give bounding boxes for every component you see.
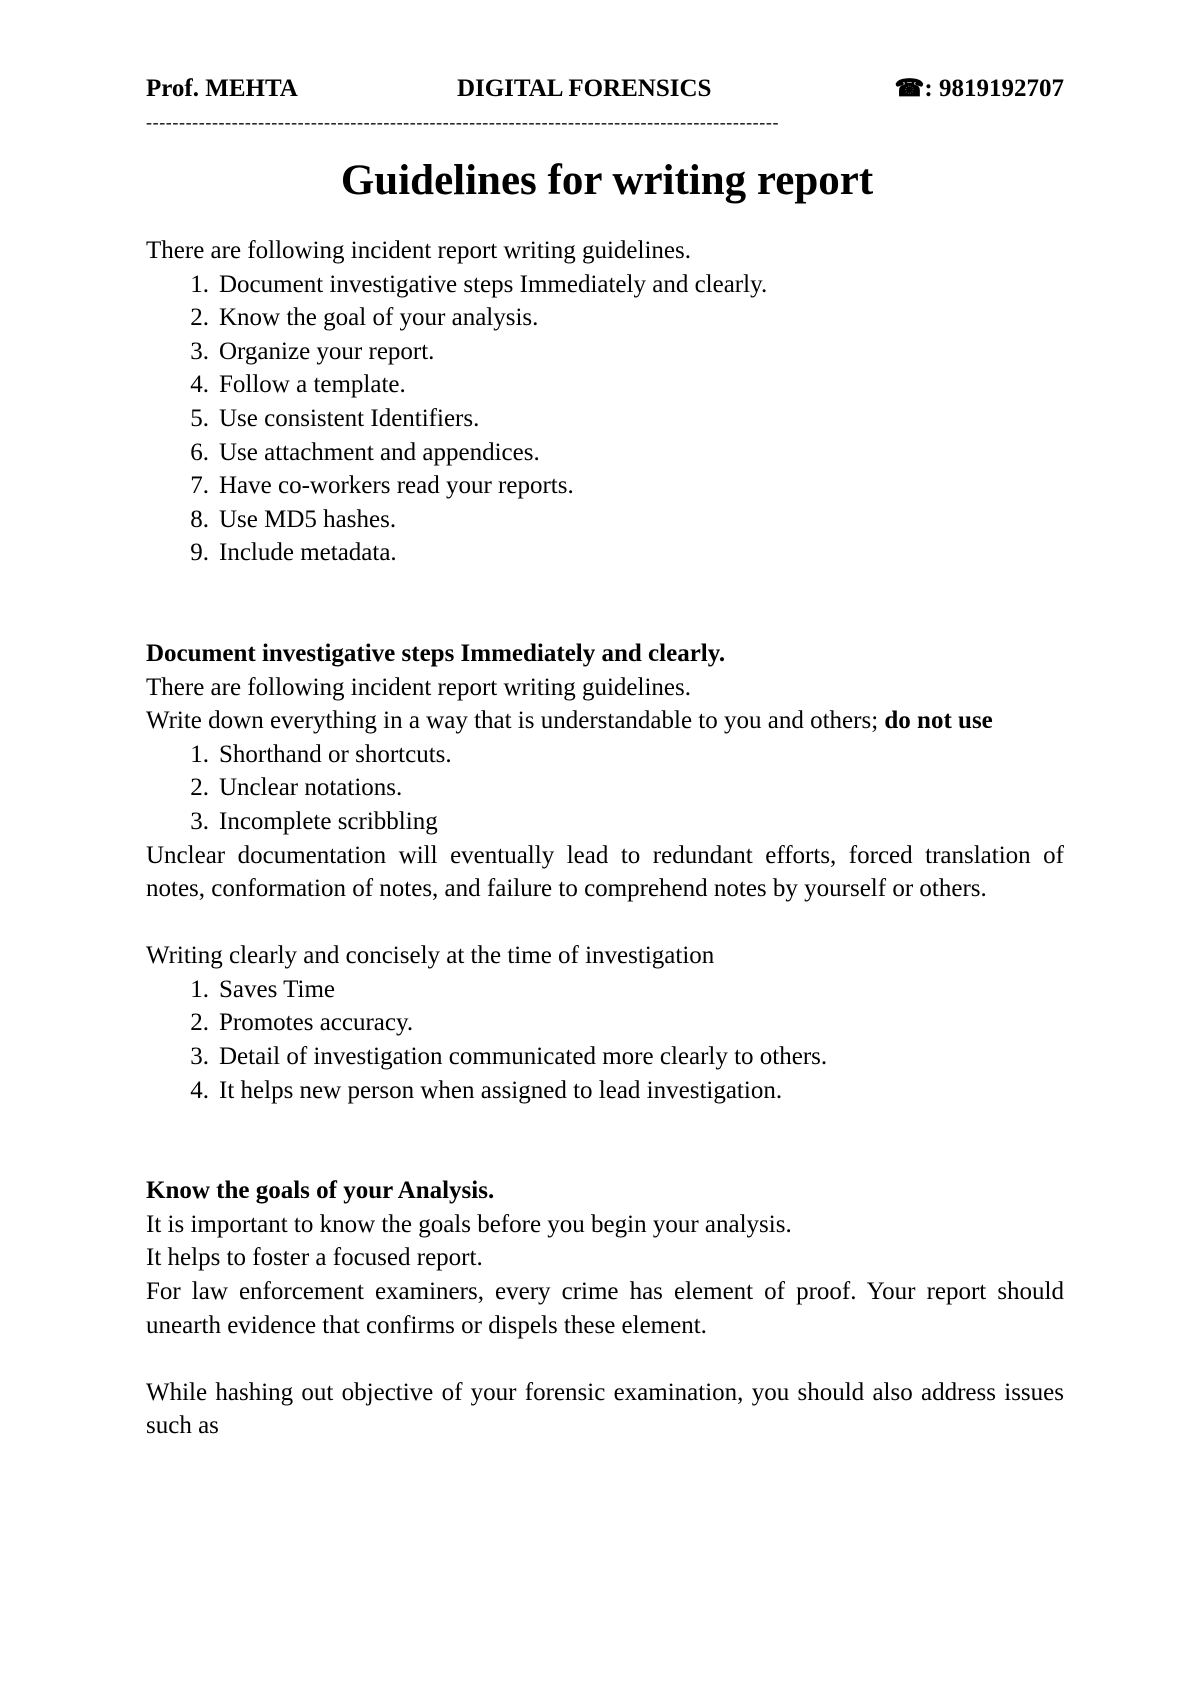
benefits-list (146, 973, 1064, 1107)
list-item: 1. Saves Time (190, 975, 336, 1003)
list-item: 6. Use attachment and appendices. (190, 438, 540, 466)
page-title: Guidelines for writing report (340, 157, 874, 204)
section1-line2: Write down everything in a way that is understandable to you and others; do not use (146, 707, 993, 735)
list-item: 9. Include metadata. (190, 539, 397, 567)
section1-paragraph: Unclear documentation will eventually lead to redundant efforts, forced translation of notes, conformation of notes, and failure to comprehend notes by yourself or others. (146, 841, 1064, 903)
list-item: 1. Document investigative steps Immediately and clearly. (190, 270, 768, 298)
list-item: 7. Have co-workers read your reports. (190, 472, 574, 500)
header-phone (895, 74, 1064, 104)
list-item: 3. Detail of investigation communicated more clearly to others. (190, 1043, 828, 1071)
section2-line1: It is important to know the goals before you begin your analysis. (146, 1210, 792, 1238)
section2-paragraph: For law enforcement examiners, every crime has element of proof. Your report should unearth evidence that confirms or dispels these element. (146, 1278, 1064, 1339)
list-item: 2. Promotes accuracy. (190, 1009, 414, 1037)
section1-sub-intro: Writing clearly and concisely at the time of investigation (146, 942, 715, 970)
do-not-use-list (146, 738, 1064, 839)
list-item: 4. Follow a template. (190, 371, 406, 399)
header-phone-number: : 9819192707 (924, 75, 1064, 102)
section2-line2: It helps to foster a focused report. (146, 1244, 483, 1272)
list-item: 3. Organize your report. (190, 337, 435, 365)
list-item: 3. Incomplete scribbling (190, 807, 438, 835)
section-heading-know-goals: Know the goals of your Analysis. (146, 1177, 495, 1205)
list-item: 8. Use MD5 hashes. (190, 505, 397, 533)
page-header (146, 74, 1064, 104)
header-divider: ------------------------------------------------------------------------------------------------ (146, 112, 780, 132)
list-item: 4. It helps new person when assigned to lead investigation. (190, 1076, 783, 1104)
list-item: 2. Unclear notations. (190, 774, 403, 802)
section-heading-document-steps: Document investigative steps Immediately and clearly. (146, 639, 726, 667)
intro-text: There are following incident report writing guidelines. (146, 237, 691, 264)
list-item: 5. Use consistent Identifiers. (190, 404, 480, 432)
list-item: 1. Shorthand or shortcuts. (190, 740, 452, 768)
header-author: Prof. MEHTA (146, 75, 298, 102)
telephone-icon: ☎ (894, 76, 925, 102)
do-not-use-emphasis: do not use (884, 707, 993, 735)
header-subject: DIGITAL FORENSICS (456, 75, 712, 102)
intro-guidelines-list (146, 268, 1064, 570)
list-item: 2. Know the goal of your analysis. (190, 304, 539, 332)
section1-line1: There are following incident report writing guidelines. (146, 673, 691, 701)
section2-paragraph2: While hashing out objective of your forensic examination, you should also address issues such as (146, 1378, 1064, 1440)
